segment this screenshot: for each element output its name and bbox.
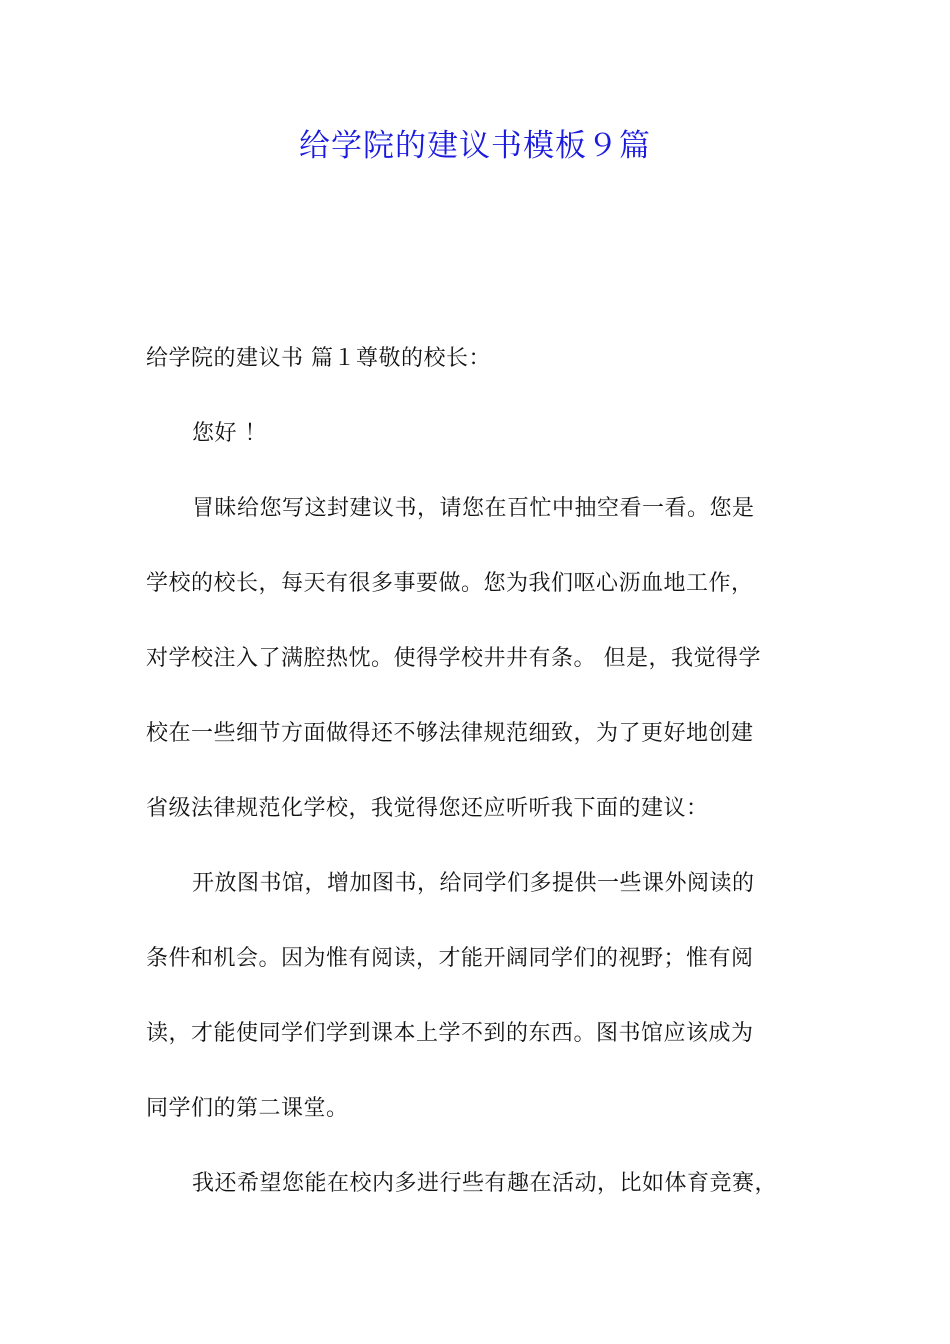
- body-line: 校在一些细节方面做得还不够法律规范细致，为了更好地创建: [146, 721, 754, 746]
- body-line: 读，才能使同学们学到课本上学不到的东西。图书馆应该成为: [146, 1021, 754, 1046]
- document-title: 给学院的建议书模板９篇: [299, 128, 651, 164]
- body-line: 我还希望您能在校内多进行些有趣在活动，比如体育竞赛，: [192, 1171, 778, 1196]
- body-line: 条件和机会。因为惟有阅读，才能开阔同学们的视野；惟有阅: [146, 946, 754, 971]
- body-line: 开放图书馆，增加图书，给同学们多提供一些课外阅读的: [192, 871, 755, 896]
- body-line-salutation: 给学院的建议书 篇１尊敬的校长：: [146, 346, 491, 371]
- body-line: 省级法律规范化学校，我觉得您还应听听我下面的建议：: [146, 796, 709, 821]
- body-line: 同学们的第二课堂。: [146, 1096, 349, 1121]
- body-line: 冒昧给您写这封建议书，请您在百忙中抽空看一看。您是: [192, 496, 755, 521]
- body-line: 对学校注入了满腔热忱。使得学校井井有条。 但是，我觉得学: [146, 646, 761, 671]
- body-line-greeting: 您好 ！: [192, 421, 267, 446]
- body-line: 学校的校长，每天有很多事要做。您为我们呕心沥血地工作，: [146, 571, 754, 596]
